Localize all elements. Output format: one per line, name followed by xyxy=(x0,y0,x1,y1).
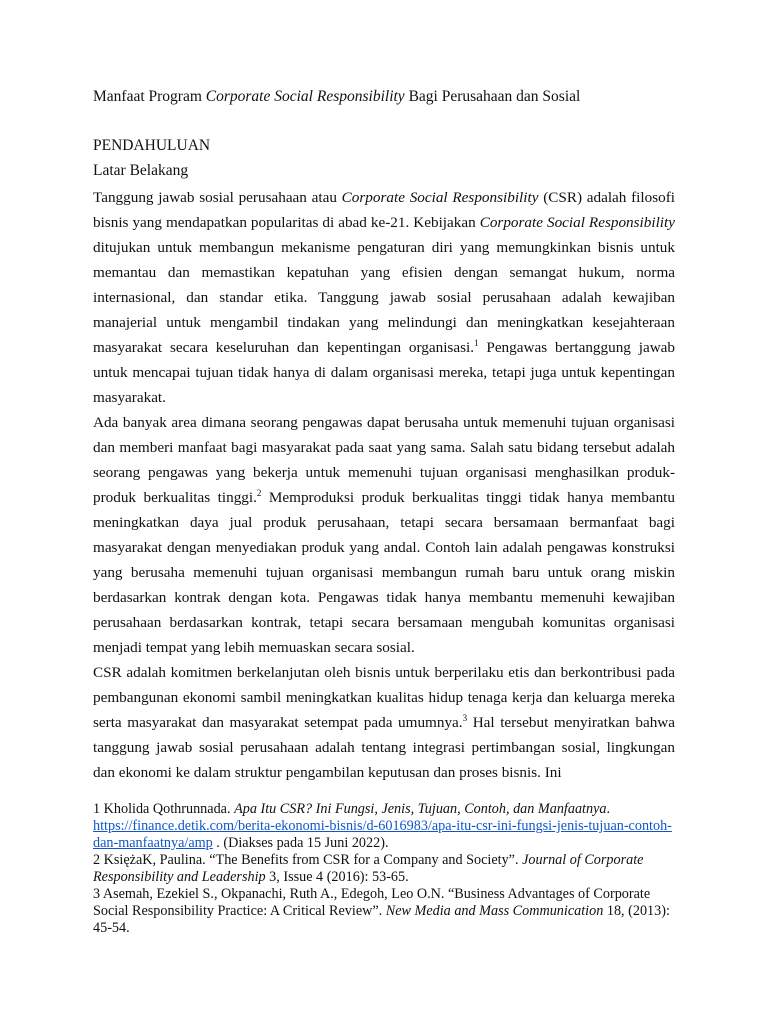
paragraph-3-text-b: Hal tersebut menyiratkan bahwa tanggung jawab sosial perusahaan adalah tentang integrasi pertimbangan sosial, lingkungan dan ekonomi ke dalam struktur pengambilan keputusan dan proses bisnis. Ini xyxy=(93,714,675,781)
footnotes xyxy=(93,801,675,937)
footnote-1-accessed: . (Diakses pada 15 Juni 2022). xyxy=(212,835,389,851)
paragraph-1-italic-b: Corporate Social Responsibility xyxy=(479,214,675,231)
paragraph-1-text-c: ditujukan untuk membangun mekanisme pengaturan diri yang memungkinkan bisnis untuk memantau dan memastikan kepatuhan yang efisien dengan semangat hukum, norma internasional, dan standar etika. Tanggung jawab sosial perusahaan adalah kewajiban manajerial untuk mengambil tindakan yang melindungi dan meningkatkan kesejahteraan masyarakat secara keseluruhan dan kepentingan organisasi. xyxy=(93,239,675,356)
paragraph-3-text-a: CSR adalah komitmen berkelanjutan oleh bisnis untuk berperilaku etis dan berkontribusi pada pembangunan ekonomi sambil meningkatkan kualitas hidup tenaga kerja dan keluarga mereka serta masyarakat dan masyarakat setempat pada umumnya. xyxy=(93,664,675,731)
title-text-italic: Corporate Social Responsibility xyxy=(205,88,405,105)
footnote-1-punct: . xyxy=(606,801,611,817)
paragraph-2-text-b: Memproduksi produk berkualitas tinggi tidak hanya membantu meningkatkan daya jual produk perusahaan, tetapi secara bersamaan bermanfaat bagi masyarakat dengan menyediakan produk yang andal. Contoh lain adalah pengawas konstruksi yang berusaha memenuhi tujuan organisasi membangun rumah baru untuk orang miskin berdasarkan kontrak dengan kota. Pengawas tidak hanya membantu memenuhi kewajiban perusahaan berdasarkan kontrak, tetapi secara bersamaan mengubah komunitas organisasi menjadi tempat yang lebih memuaskan secara sosial. xyxy=(93,489,675,656)
paragraph-1-text-b: (CSR) adalah filosofi bisnis yang mendapatkan popularitas di abad ke-21. Kebijakan xyxy=(93,189,675,231)
footnote-1-author: Kholida Qothrunnada. xyxy=(100,801,235,817)
footnote-3-number: 3 xyxy=(93,886,101,902)
body-text xyxy=(93,185,675,785)
document-title xyxy=(93,87,580,107)
section-heading: PENDAHULUAN xyxy=(93,137,211,154)
paragraph-2-text-a: Ada banyak area dimana seorang pengawas dapat berusaha untuk memenuhi tujuan organisasi dan memberi manfaat bagi masyarakat pada saat yang sama. Salah satu bidang tersebut adalah seorang pengawas yang bekerja untuk memenuhi tujuan organisasi menghasilkan produk-produk berkualitas tinggi. xyxy=(93,414,675,506)
footnote-2-number: 2 xyxy=(93,852,101,868)
paragraph-1-italic-a: Corporate Social Responsibility xyxy=(341,189,539,206)
title-text-pre: Manfaat Program xyxy=(93,88,206,105)
subsection-heading: Latar Belakang xyxy=(93,162,189,179)
paragraph-1 xyxy=(93,185,675,410)
footnote-2-author: KsiężaK, Paulina. “The Benefits from CSR for a Company and Society”. xyxy=(100,852,523,868)
footnote-3 xyxy=(93,886,675,937)
footnote-3-author: Asemah, Ezekiel S., Okpanachi, Ruth A., Edegoh, Leo O.N. “Business Advantages of Corporate Social Responsibility Practice: A Critical Review”. xyxy=(93,886,651,919)
footnote-1-link[interactable]: https://finance.detik.com/berita-ekonomi-bisnis/d-6016983/apa-itu-csr-ini-fungsi-jenis-tujuan-contoh-dan-manfaatnya/amp xyxy=(93,818,672,851)
footnote-2 xyxy=(93,852,675,886)
footnote-2-journal: Journal of Corporate Responsibility and Leadership xyxy=(93,852,644,885)
footnote-1-number: 1 xyxy=(93,801,101,817)
footnote-ref-2[interactable]: 2 xyxy=(256,487,262,498)
footnote-3-journal: New Media and Mass Communication xyxy=(385,903,604,919)
footnote-ref-3[interactable]: 3 xyxy=(462,712,468,723)
title-text-post: Bagi Perusahaan dan Sosial xyxy=(404,88,581,105)
footnote-1 xyxy=(93,801,675,852)
paragraph-1-text-a: Tanggung jawab sosial perusahaan atau xyxy=(93,189,342,206)
paragraph-1-text-d: Pengawas bertanggung jawab untuk mencapai tujuan tidak hanya di dalam organisasi mereka, tetapi juga untuk kepentingan masyarakat. xyxy=(93,339,676,406)
footnote-1-title: Apa Itu CSR? Ini Fungsi, Jenis, Tujuan, Contoh, dan Manfaatnya xyxy=(234,801,607,817)
footnote-3-rest: 18, (2013): 45-54. xyxy=(93,903,670,936)
footnote-2-rest: 3, Issue 4 (2016): 53-65. xyxy=(265,869,409,885)
paragraph-2 xyxy=(93,410,675,660)
paragraph-3 xyxy=(93,660,675,785)
footnote-ref-1[interactable]: 1 xyxy=(474,337,479,348)
